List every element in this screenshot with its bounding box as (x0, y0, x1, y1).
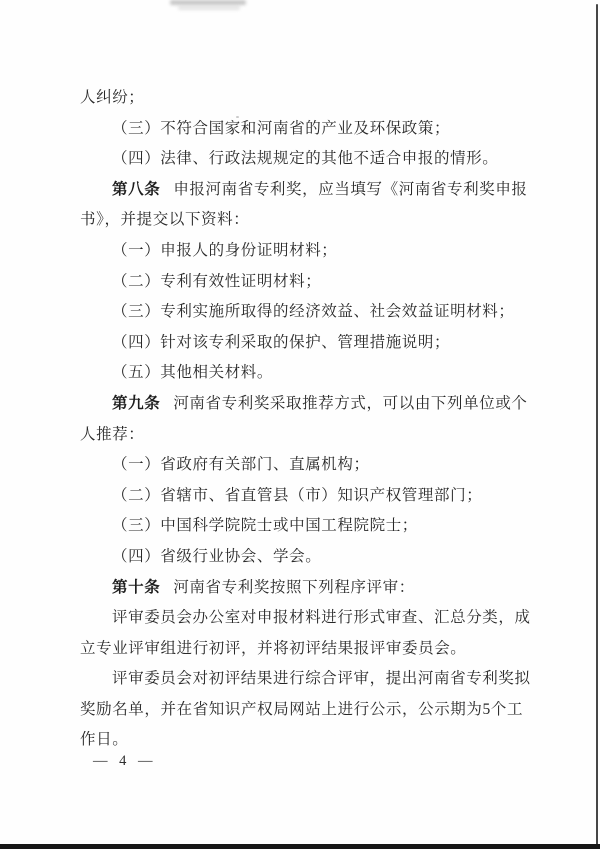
line-text: 评审委员会对初评结果进行综合评审，提出河南省专利奖拟 (112, 670, 531, 688)
text-line (80, 603, 532, 634)
text-line (80, 114, 532, 145)
line-text: （五）其他相关材料。 (112, 364, 274, 382)
line-text: 河南省专利奖采取推荐方式，可以由下列单位或个 (173, 394, 528, 412)
line-text: 人纠纷； (80, 89, 145, 106)
line-text: （三）专利实施所取得的经济效益、社会效益证明材料； (112, 303, 515, 321)
text-line (80, 267, 532, 298)
line-text: （四）法律、行政法规规定的其他不适合申报的情形。 (112, 150, 499, 168)
text-line (80, 450, 532, 481)
line-text: （四）省级行业协会、学会。 (112, 547, 322, 565)
line-text: （一）省政府有关部门、直属机构； (112, 456, 370, 474)
line-text: （一）申报人的身份证明材料； (112, 241, 338, 259)
line-text: （二）省辖市、省直管县（市）知识产权管理部门； (112, 486, 483, 504)
article-number: 第八条 (112, 180, 161, 198)
scan-artifact-smudge (178, 6, 240, 10)
line-text: 立专业评审组进行初评，并将初评结果报评审委员会。 (80, 639, 467, 657)
line-text: 申报河南省专利奖，应当填写《河南省专利奖申报 (173, 180, 528, 198)
line-text: 书》，并提交以下资料： (80, 211, 250, 229)
text-line (80, 420, 532, 451)
article-number: 第十条 (112, 578, 161, 596)
line-text: （二）专利有效性证明材料； (112, 272, 322, 290)
text-line (80, 328, 532, 359)
text-line (80, 634, 532, 665)
article-line (80, 389, 532, 420)
text-line (80, 205, 532, 236)
line-text: 河南省专利奖按照下列程序评审： (173, 578, 415, 596)
line-text: （三）中国科学院院士或中国工程院院士； (112, 517, 418, 535)
line-text: 评审委员会办公室对申报材料进行形式审查、汇总分类，成 (112, 609, 531, 627)
article-line (80, 573, 532, 604)
article-number: 第九条 (112, 394, 161, 412)
line-text: （三）不符合国家和河南省的产业及环保政策； (112, 119, 451, 137)
document-body (80, 83, 532, 756)
text-line (80, 83, 532, 114)
text-line (80, 236, 532, 267)
text-line (80, 542, 532, 573)
text-line (80, 481, 532, 512)
article-line (80, 175, 532, 206)
line-text: 人推荐： (80, 425, 145, 443)
line-text: （四）针对该专利采取的保护、管理措施说明； (112, 333, 451, 351)
text-line (80, 358, 532, 389)
text-line (80, 695, 532, 726)
text-line (80, 511, 532, 542)
page-number: — 4 — (93, 753, 157, 769)
line-text: 作日。 (80, 731, 129, 749)
text-line (80, 297, 532, 328)
line-text: 奖励名单，并在省知识产权局网站上进行公示，公示期为5个工 (80, 700, 524, 718)
text-line (80, 144, 532, 175)
scan-artifact-smudge (170, 0, 246, 5)
scan-edge-right (596, 4, 598, 845)
text-line (80, 664, 532, 695)
scan-edge-bottom (0, 844, 600, 849)
